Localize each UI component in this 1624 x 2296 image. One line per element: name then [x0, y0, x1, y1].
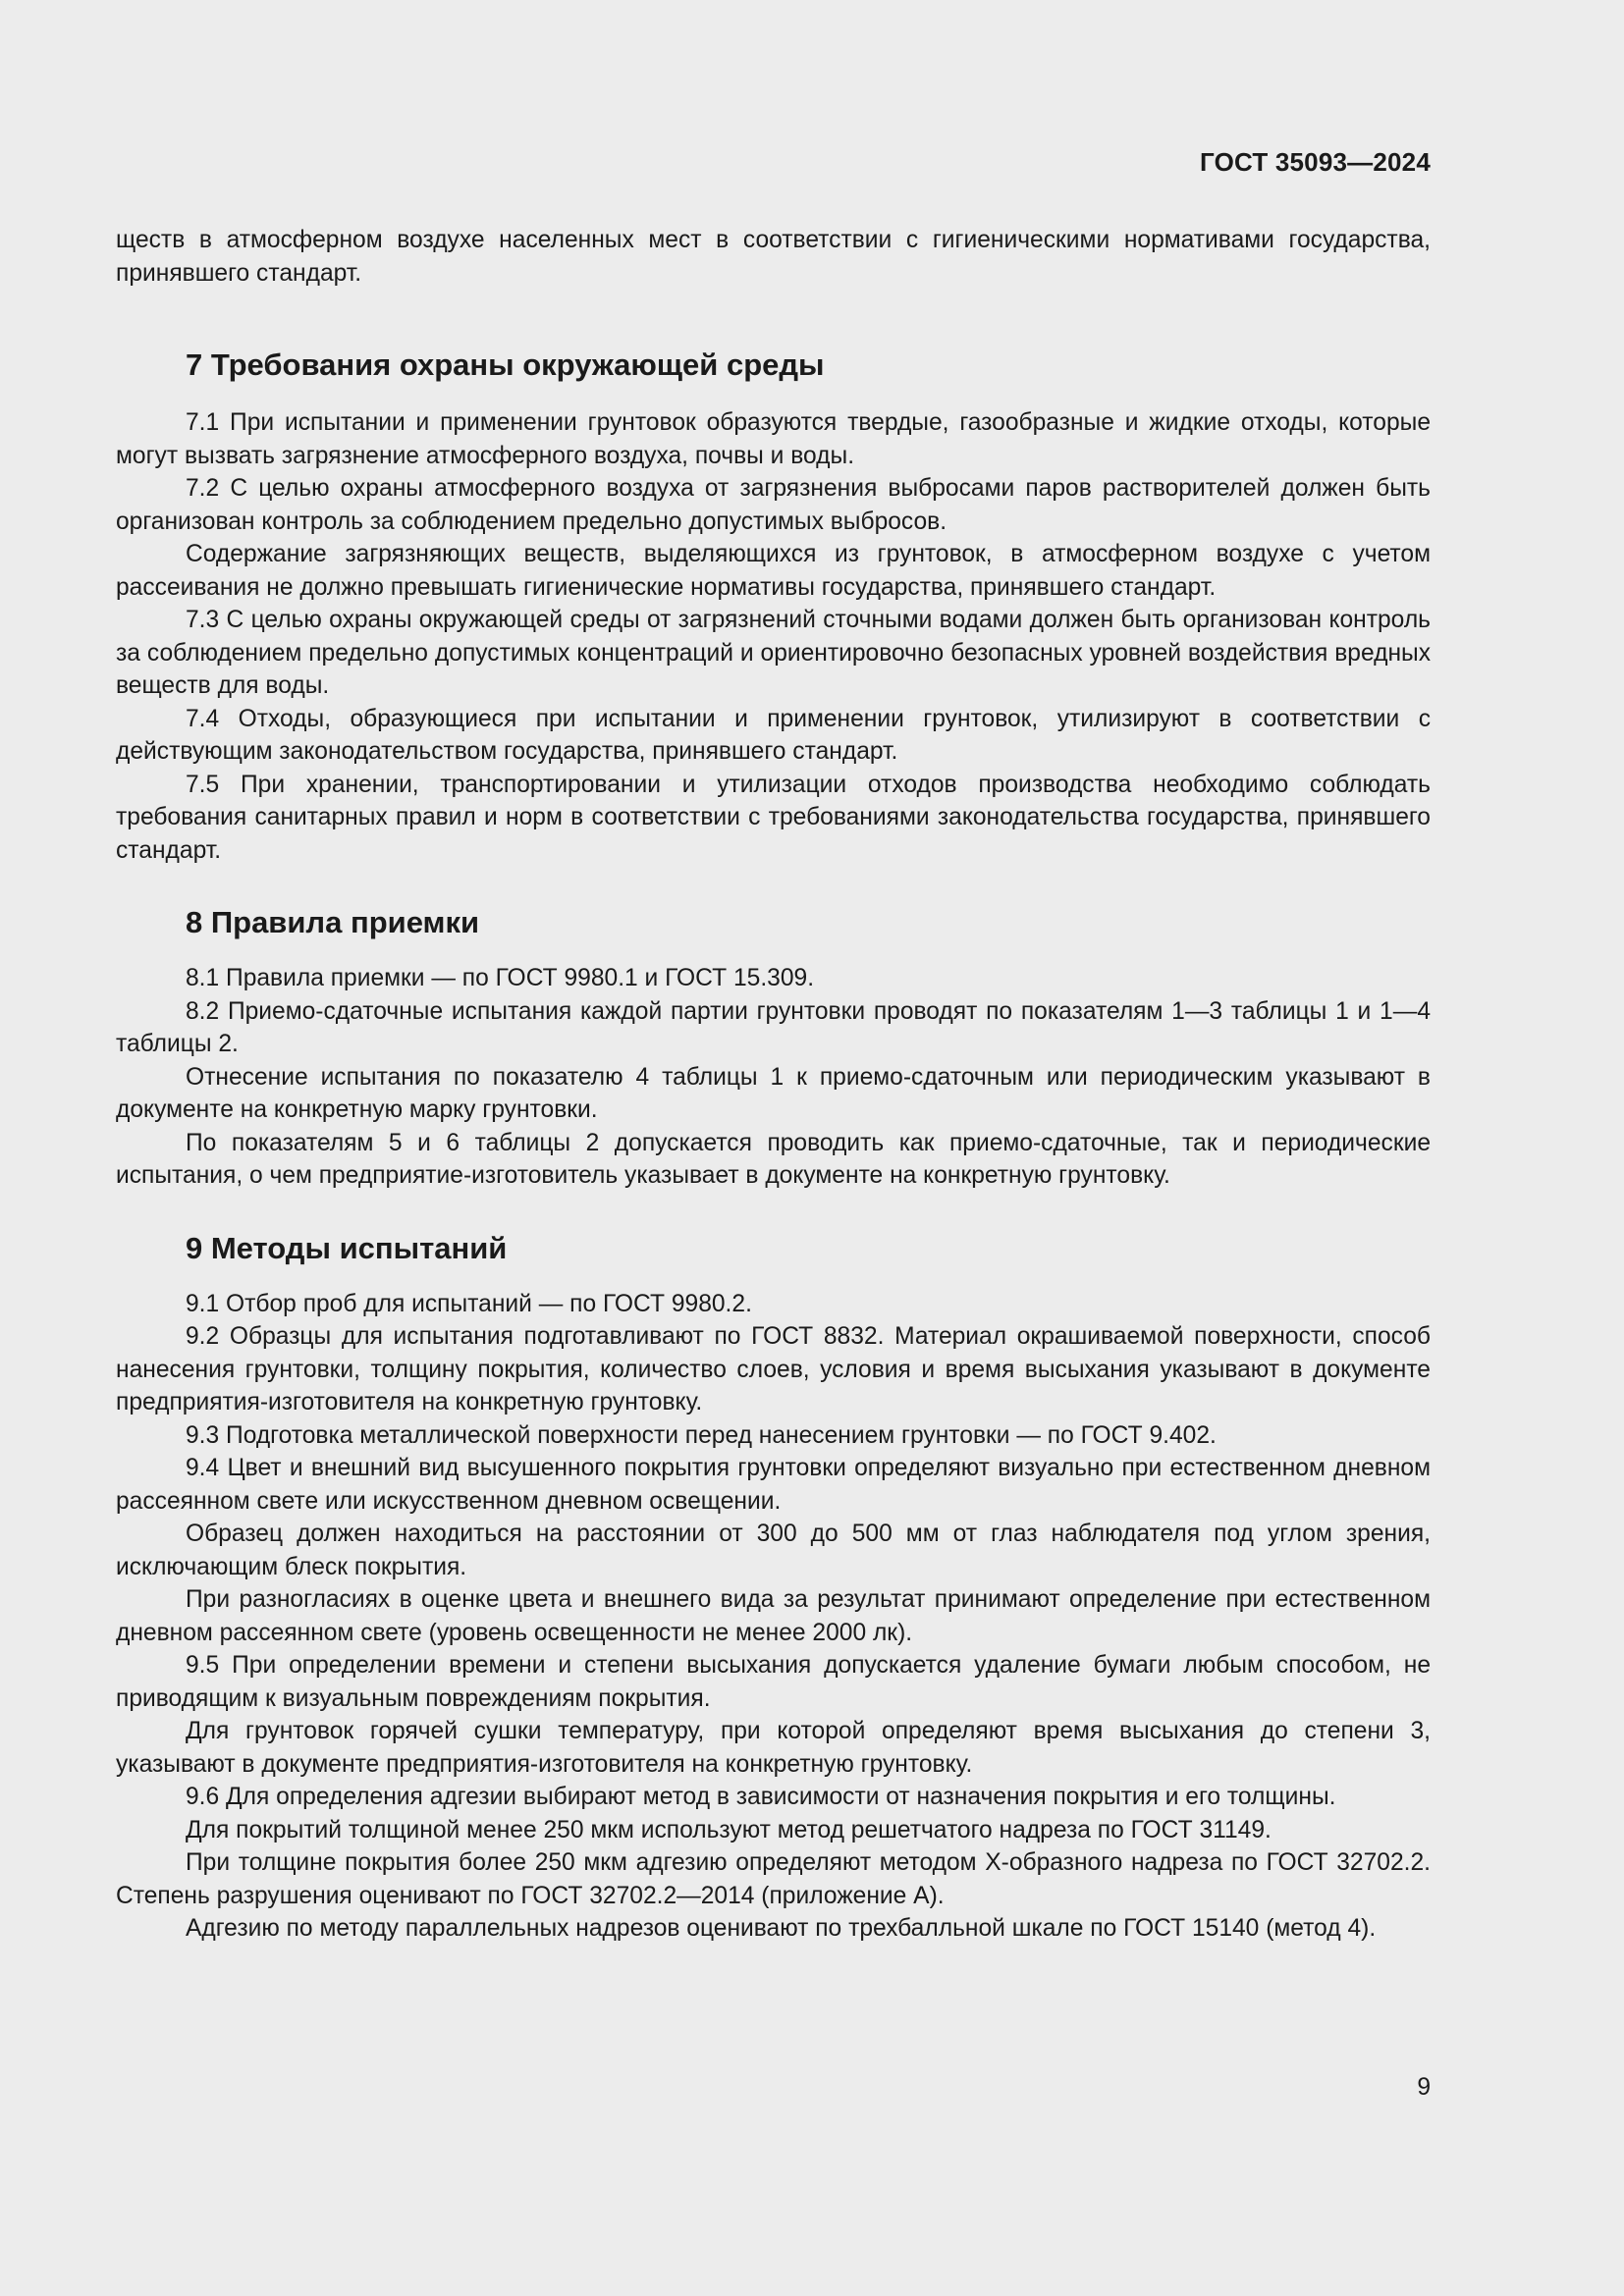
paragraph-9-6: 9.6 Для определения адгезии выбирают метод в зависимости от назначения покрытия и его толщины.	[186, 1784, 1336, 1810]
paragraph-7-5: 7.5 При хранении, транспортировании и утилизации отходов производства необходимо соблюдать требования санитарных правил и норм в соответствии с требованиями законодательства государства, принявшего стандарт.	[116, 771, 1431, 864]
paragraph-9-4-disagreement: При разногласиях в оценке цвета и внешнего вида за результат принимают определение при естественном дневном рассеянном свете (уровень освещенности не менее 2000 лк).	[116, 1586, 1431, 1646]
paragraph-8-2-indicators-5-6: По показателям 5 и 6 таблицы 2 допускается проводить как приемо-сдаточные, так и периодические испытания, о чем предприятие-изготовитель указывает в документе на конкретную грунтовку.	[116, 1129, 1431, 1189]
paragraph-9-4-distance: Образец должен находиться на расстоянии от 300 до 500 мм от глаз наблюдателя под углом зрения, исключающим блеск покрытия.	[116, 1521, 1431, 1580]
intro-continuation: ществ в атмосферном воздухе населенных мест в соответствии с гигиеническими нормативами государства, принявшего стандарт.	[116, 227, 1431, 287]
paragraph-9-6-lattice-cut: Для покрытий толщиной менее 250 мкм используют метод решетчатого надреза по ГОСТ 31149.	[186, 1816, 1272, 1843]
paragraph-8-2-indicator-4: Отнесение испытания по показателю 4 таблицы 1 к приемо-сдаточным или периодическим указывают в документе на конкретную марку грунтовки.	[116, 1063, 1431, 1123]
paragraph-9-5-hot-drying: Для грунтовок горячей сушки температуру, при которой определяют время высыхания до степени 3, указывают в документе предприятия-изготовителя на конкретную грунтовку.	[116, 1718, 1431, 1778]
page-content	[116, 224, 1431, 1946]
paragraph-9-5: 9.5 При определении времени и степени высыхания допускается удаление бумаги любым способом, не приводящим к визуальным повреждениям покрытия.	[116, 1652, 1431, 1712]
paragraph-8-1: 8.1 Правила приемки — по ГОСТ 9980.1 и ГОСТ 15.309.	[186, 965, 815, 991]
paragraph-9-3: 9.3 Подготовка металлической поверхности перед нанесением грунтовки — по ГОСТ 9.402.	[186, 1421, 1217, 1449]
paragraph-7-2-content: Содержание загрязняющих веществ, выделяющихся из грунтовок, в атмосферном воздухе с учетом рассеивания не должно превышать гигиенические нормативы государства, принявшего стандарт.	[116, 541, 1431, 601]
paragraph-7-4: 7.4 Отходы, образующиеся при испытании и применении грунтовок, утилизируют в соответствии с действующим законодательством государства, принявшего стандарт.	[116, 705, 1431, 765]
paragraph-9-2: 9.2 Образцы для испытания подготавливают по ГОСТ 8832. Материал окрашиваемой поверхности, способ нанесения грунтовки, толщину покрытия, количество слоев, условия и время высыхания указывают в документе предприятия-изготовителя на конкретную грунтовку.	[116, 1323, 1431, 1415]
paragraph-8-2: 8.2 Приемо-сдаточные испытания каждой партии грунтовки проводят по показателям 1—3 таблицы 1 и 1—4 таблицы 2.	[116, 997, 1431, 1057]
paragraph-7-1: 7.1 При испытании и применении грунтовок образуются твердые, газообразные и жидкие отходы, которые могут вызвать загрязнение атмосферного воздуха, почвы и воды.	[116, 409, 1431, 469]
paragraph-7-3: 7.3 С целью охраны окружающей среды от загрязнений сточными водами должен быть организован контроль за соблюдением предельно допустимых концентраций и ориентировочно безопасных уровней воздействия вредных веществ для воды.	[116, 607, 1431, 699]
document-header-id: ГОСТ 35093—2024	[1200, 147, 1431, 177]
page-number: 9	[1417, 2074, 1431, 2101]
paragraph-9-4: 9.4 Цвет и внешний вид высушенного покрытия грунтовки определяют визуально при естественном дневном рассеянном свете или искусственном дневном освещении.	[116, 1455, 1431, 1515]
section-9-title: 9 Методы испытаний	[186, 1230, 508, 1265]
section-8-title: 8 Правила приемки	[186, 905, 480, 939]
paragraph-7-2: 7.2 С целью охраны атмосферного воздуха от загрязнения выбросами паров растворителей должен быть организован контроль за соблюдением предельно допустимых выбросов.	[116, 475, 1431, 535]
paragraph-9-1: 9.1 Отбор проб для испытаний — по ГОСТ 9980.2.	[186, 1290, 752, 1317]
paragraph-9-6-parallel-cuts: Адгезию по методу параллельных надрезов оценивают по трехбалльной шкале по ГОСТ 15140 (метод 4).	[186, 1915, 1377, 1942]
paragraph-9-6-x-cut: При толщине покрытия более 250 мкм адгезию определяют методом Х-образного надреза по ГОСТ 32702.2. Степень разрушения оценивают по ГОСТ 32702.2—2014 (приложение А).	[116, 1849, 1431, 1909]
section-7-title: 7 Требования охраны окружающей среды	[186, 347, 825, 382]
